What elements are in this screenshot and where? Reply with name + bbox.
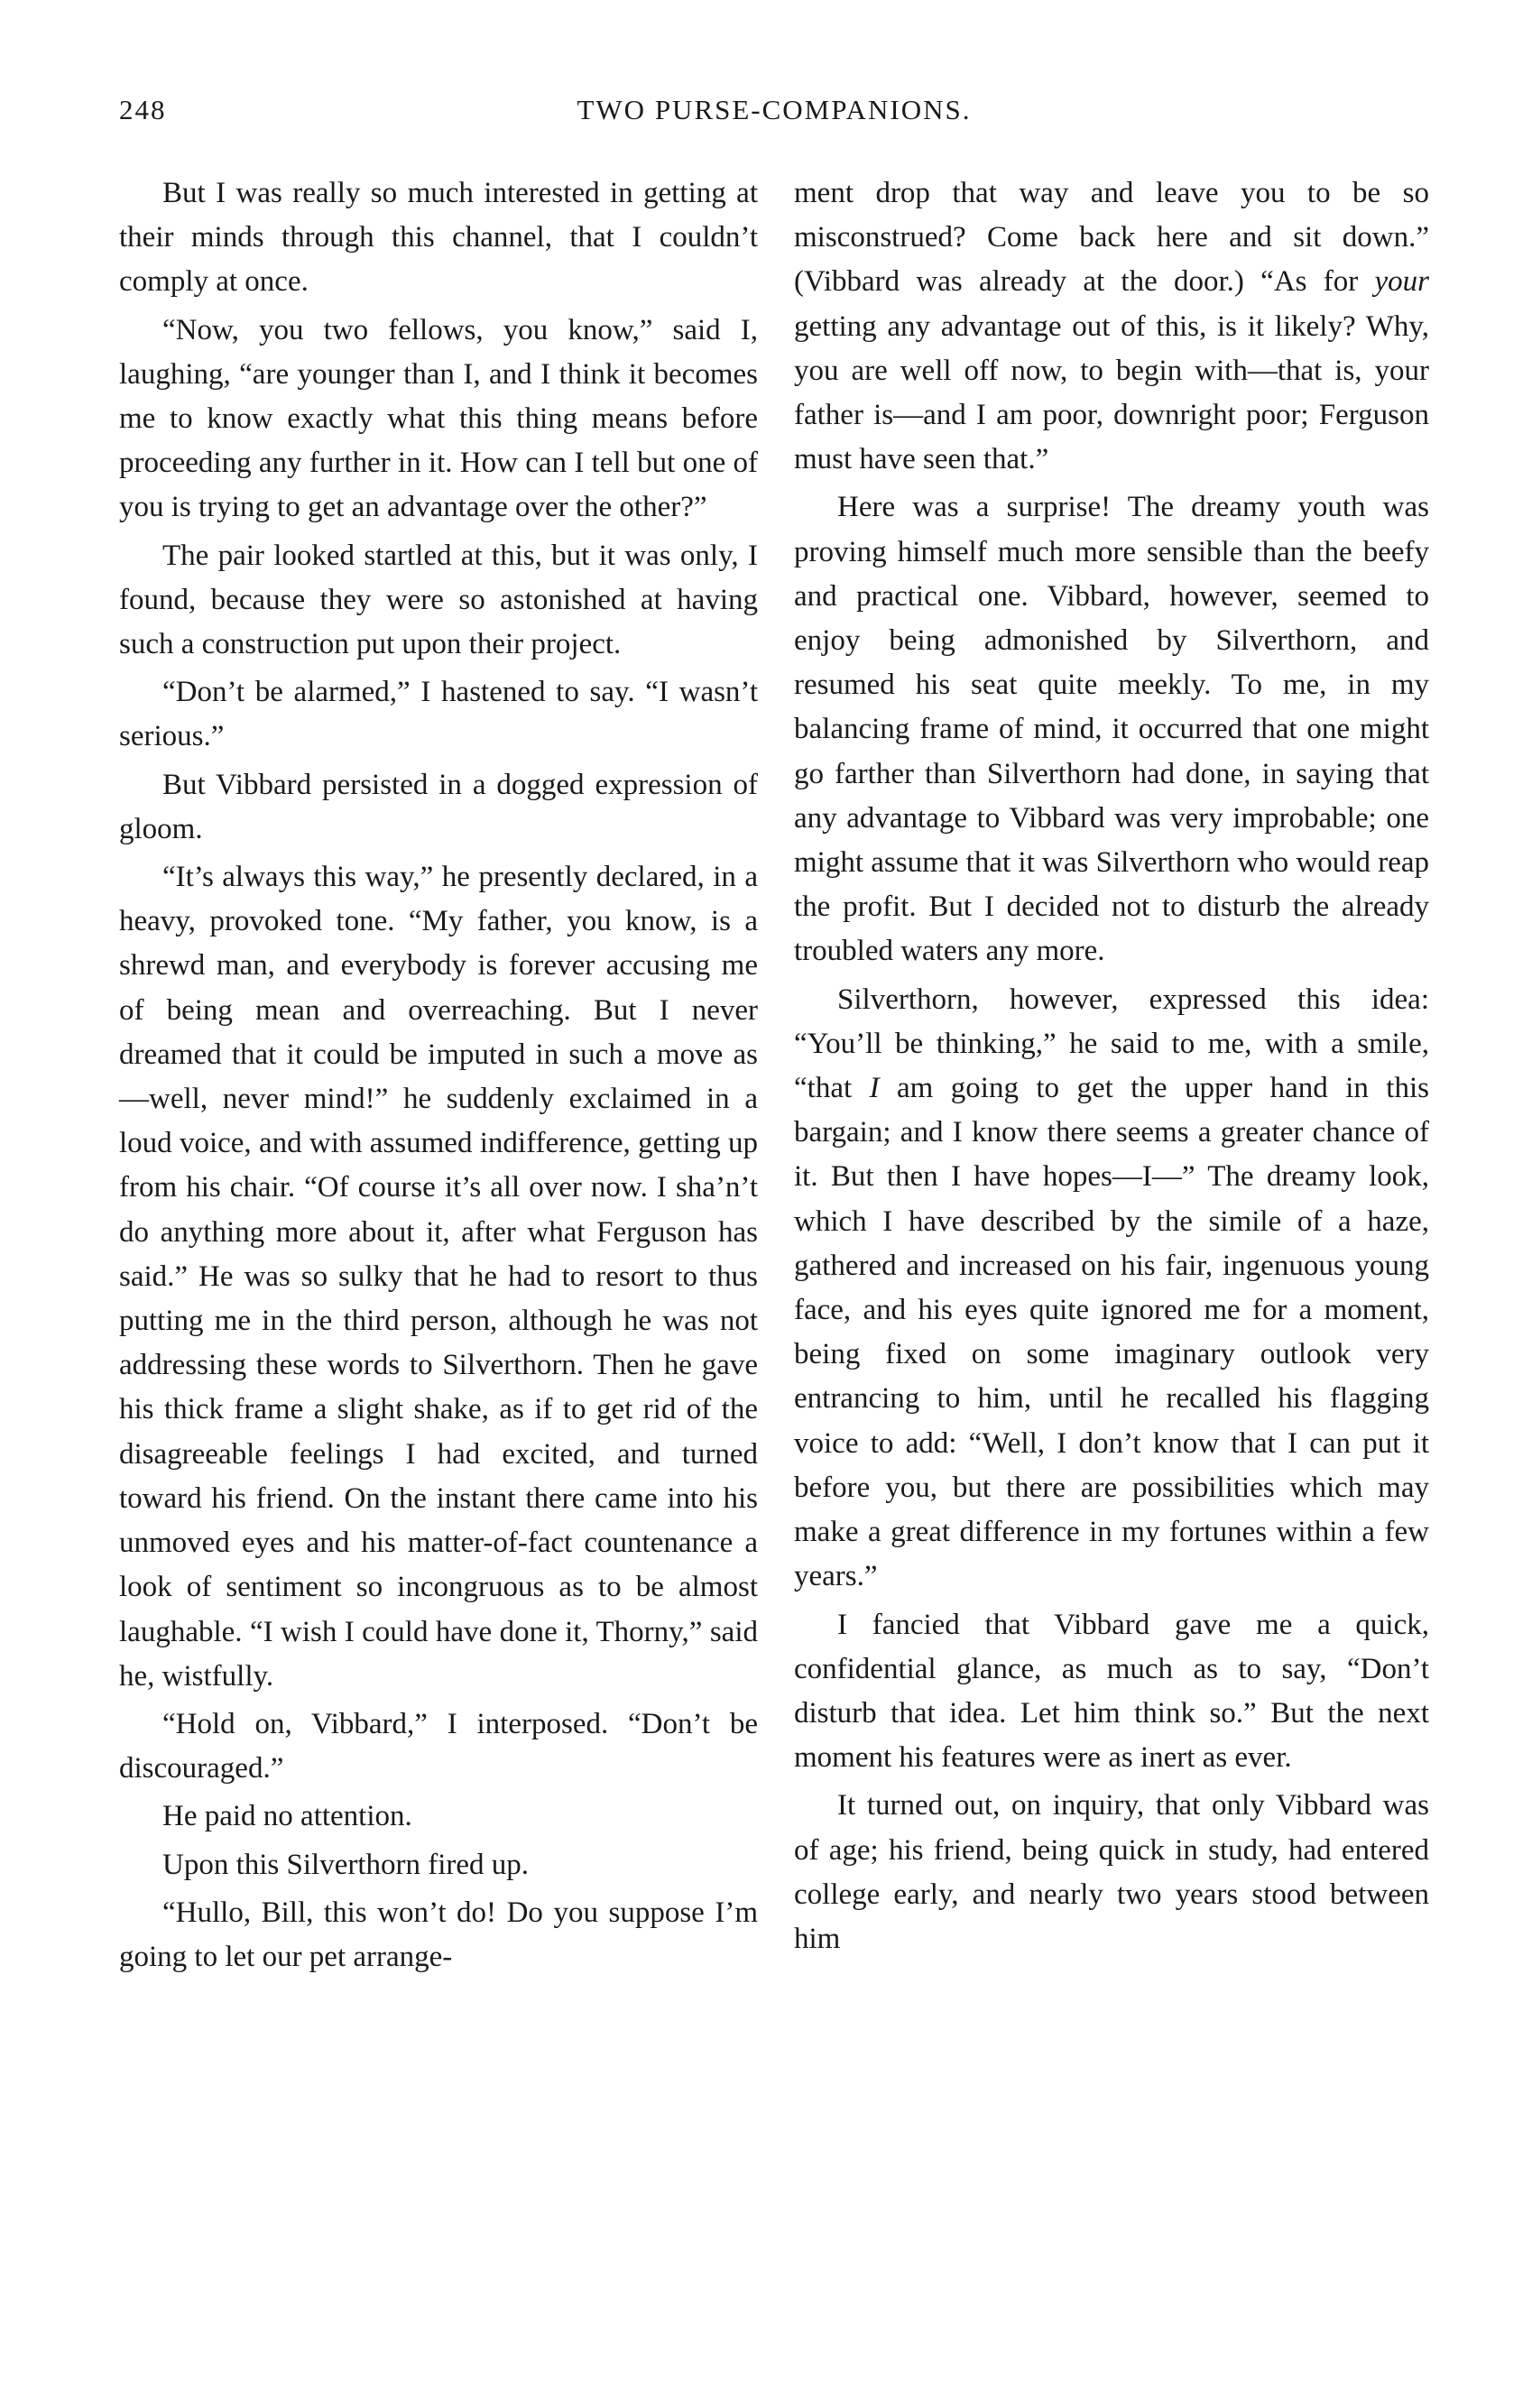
paragraph: But I was really so much interested in getting at their minds through this channel, that I couldn’t comply at once. [119,177,758,299]
right-column [794,171,1429,1961]
paragraph: I fancied that Vibbard gave me a quick, confidential glance, as much as to say, “Don’t disturb that idea. Let him think so.” But the next moment his features were as inert as ever. [794,1608,1429,1775]
paragraph: “Don’t be alarmed,” I hastened to say. “I wasn’t serious.” [119,676,758,753]
page-header [119,94,1429,139]
paragraph: The pair looked startled at this, but it was only, I found, because they were so astonished at having such a construction put upon their project. [119,539,758,661]
paragraph: He paid no attention. [162,1800,412,1833]
left-column [119,171,758,1979]
text-run: am going to get the upper hand in this bargain; and I know there seems a greater chance of it. But then I have hopes—I—” The dreamy look, which I have described by the simile of a haze, gathered and increased on his fair, ingenuous young face, and his eyes quite ignored me for a moment, being fixed on some imaginary outlook very entrancing to him, until he recalled his flagging voice to add: “Well, I don’t know that I can put it before you, but there are possibilities which may make a great difference in my fortunes within a few years.” [794,1072,1429,1593]
paragraph: “It’s always this way,” he presently declared, in a heavy, provoked tone. “My father, you know, is a shrewd man, and everybody is forever accusing me of being mean and overreaching. But I never dreamed that it could be imputed in such a move as—well, never mind!” he suddenly exclaimed in a loud voice, and with assumed indifference, getting up from his chair. “Of course it’s all over now. I sha’n’t do anything more about it, after what Ferguson has said.” He was so sulky that he had to resort to thus putting me in the third person, although he was not addressing these words to Silverthorn. Then he gave his thick frame a slight shake, as if to get rid of the disagreeable feelings I had excited, and turned toward his friend. On the instant there came into his unmoved eyes and his matter-of-fact countenance a look of sentiment so incongruous as to be almost laughable. “I wish I could have done it, Thorny,” said he, wistfully. [119,861,758,1693]
running-title: TWO PURSE-COMPANIONS. [577,94,972,125]
paragraph: Upon this Silverthorn fired up. [162,1848,530,1881]
paragraph: But Vibbard persisted in a dogged expression of gloom. [119,768,758,845]
paragraph [794,978,1429,1600]
paragraph: “Hold on, Vibbard,” I interposed. “Don’t be discouraged.” [119,1707,758,1785]
paragraph: “Now, you two fellows, you know,” said I, laughing, “are younger than I, and I think it becomes me to know exactly what this thing means before proceeding any further in it. How can I tell but one of you is trying to get an advantage over the other?” [119,313,758,524]
page-number: 248 [119,94,167,125]
paragraph: “Hullo, Bill, this won’t do! Do you suppose I’m going to let our pet arrange- [119,1896,758,1973]
paragraph-continuation [794,171,1429,482]
paragraph: Here was a surprise! The dreamy youth was proving himself much more sensible than the beefy and practical one. Vibbard, however, seemed to enjoy being admonished by Silverthorn, and resumed his seat quite meekly. To me, in my balancing frame of mind, it occurred that one might go farther than Silverthorn had done, in saying that any advantage to Vibbard was very improbable; one might assume that it was Silverthorn who would reap the profit. But I decided not to disturb the already troubled waters any more. [794,491,1429,968]
emphasis: your [1374,265,1429,299]
text-run: Silverthorn, however, expressed this idea: “You’ll be thinking,” he said to me, with a smile, “that [794,983,1429,1105]
text-run: ment drop that way and leave you to be so misconstrued? Come back here and sit down.” (Vibbard was already at the door.) “As for [794,177,1429,299]
emphasis: I [869,1072,880,1105]
text-run: getting any advantage out of this, is it likely? Why, you are well off now, to begin with—that is, your father is—and I am poor, downright poor; Ferguson must have seen that.” [794,309,1429,476]
paragraph: It turned out, on inquiry, that only Vibbard was of age; his friend, being quick in study, had entered college early, and nearly two years stood between him [794,1789,1429,1955]
